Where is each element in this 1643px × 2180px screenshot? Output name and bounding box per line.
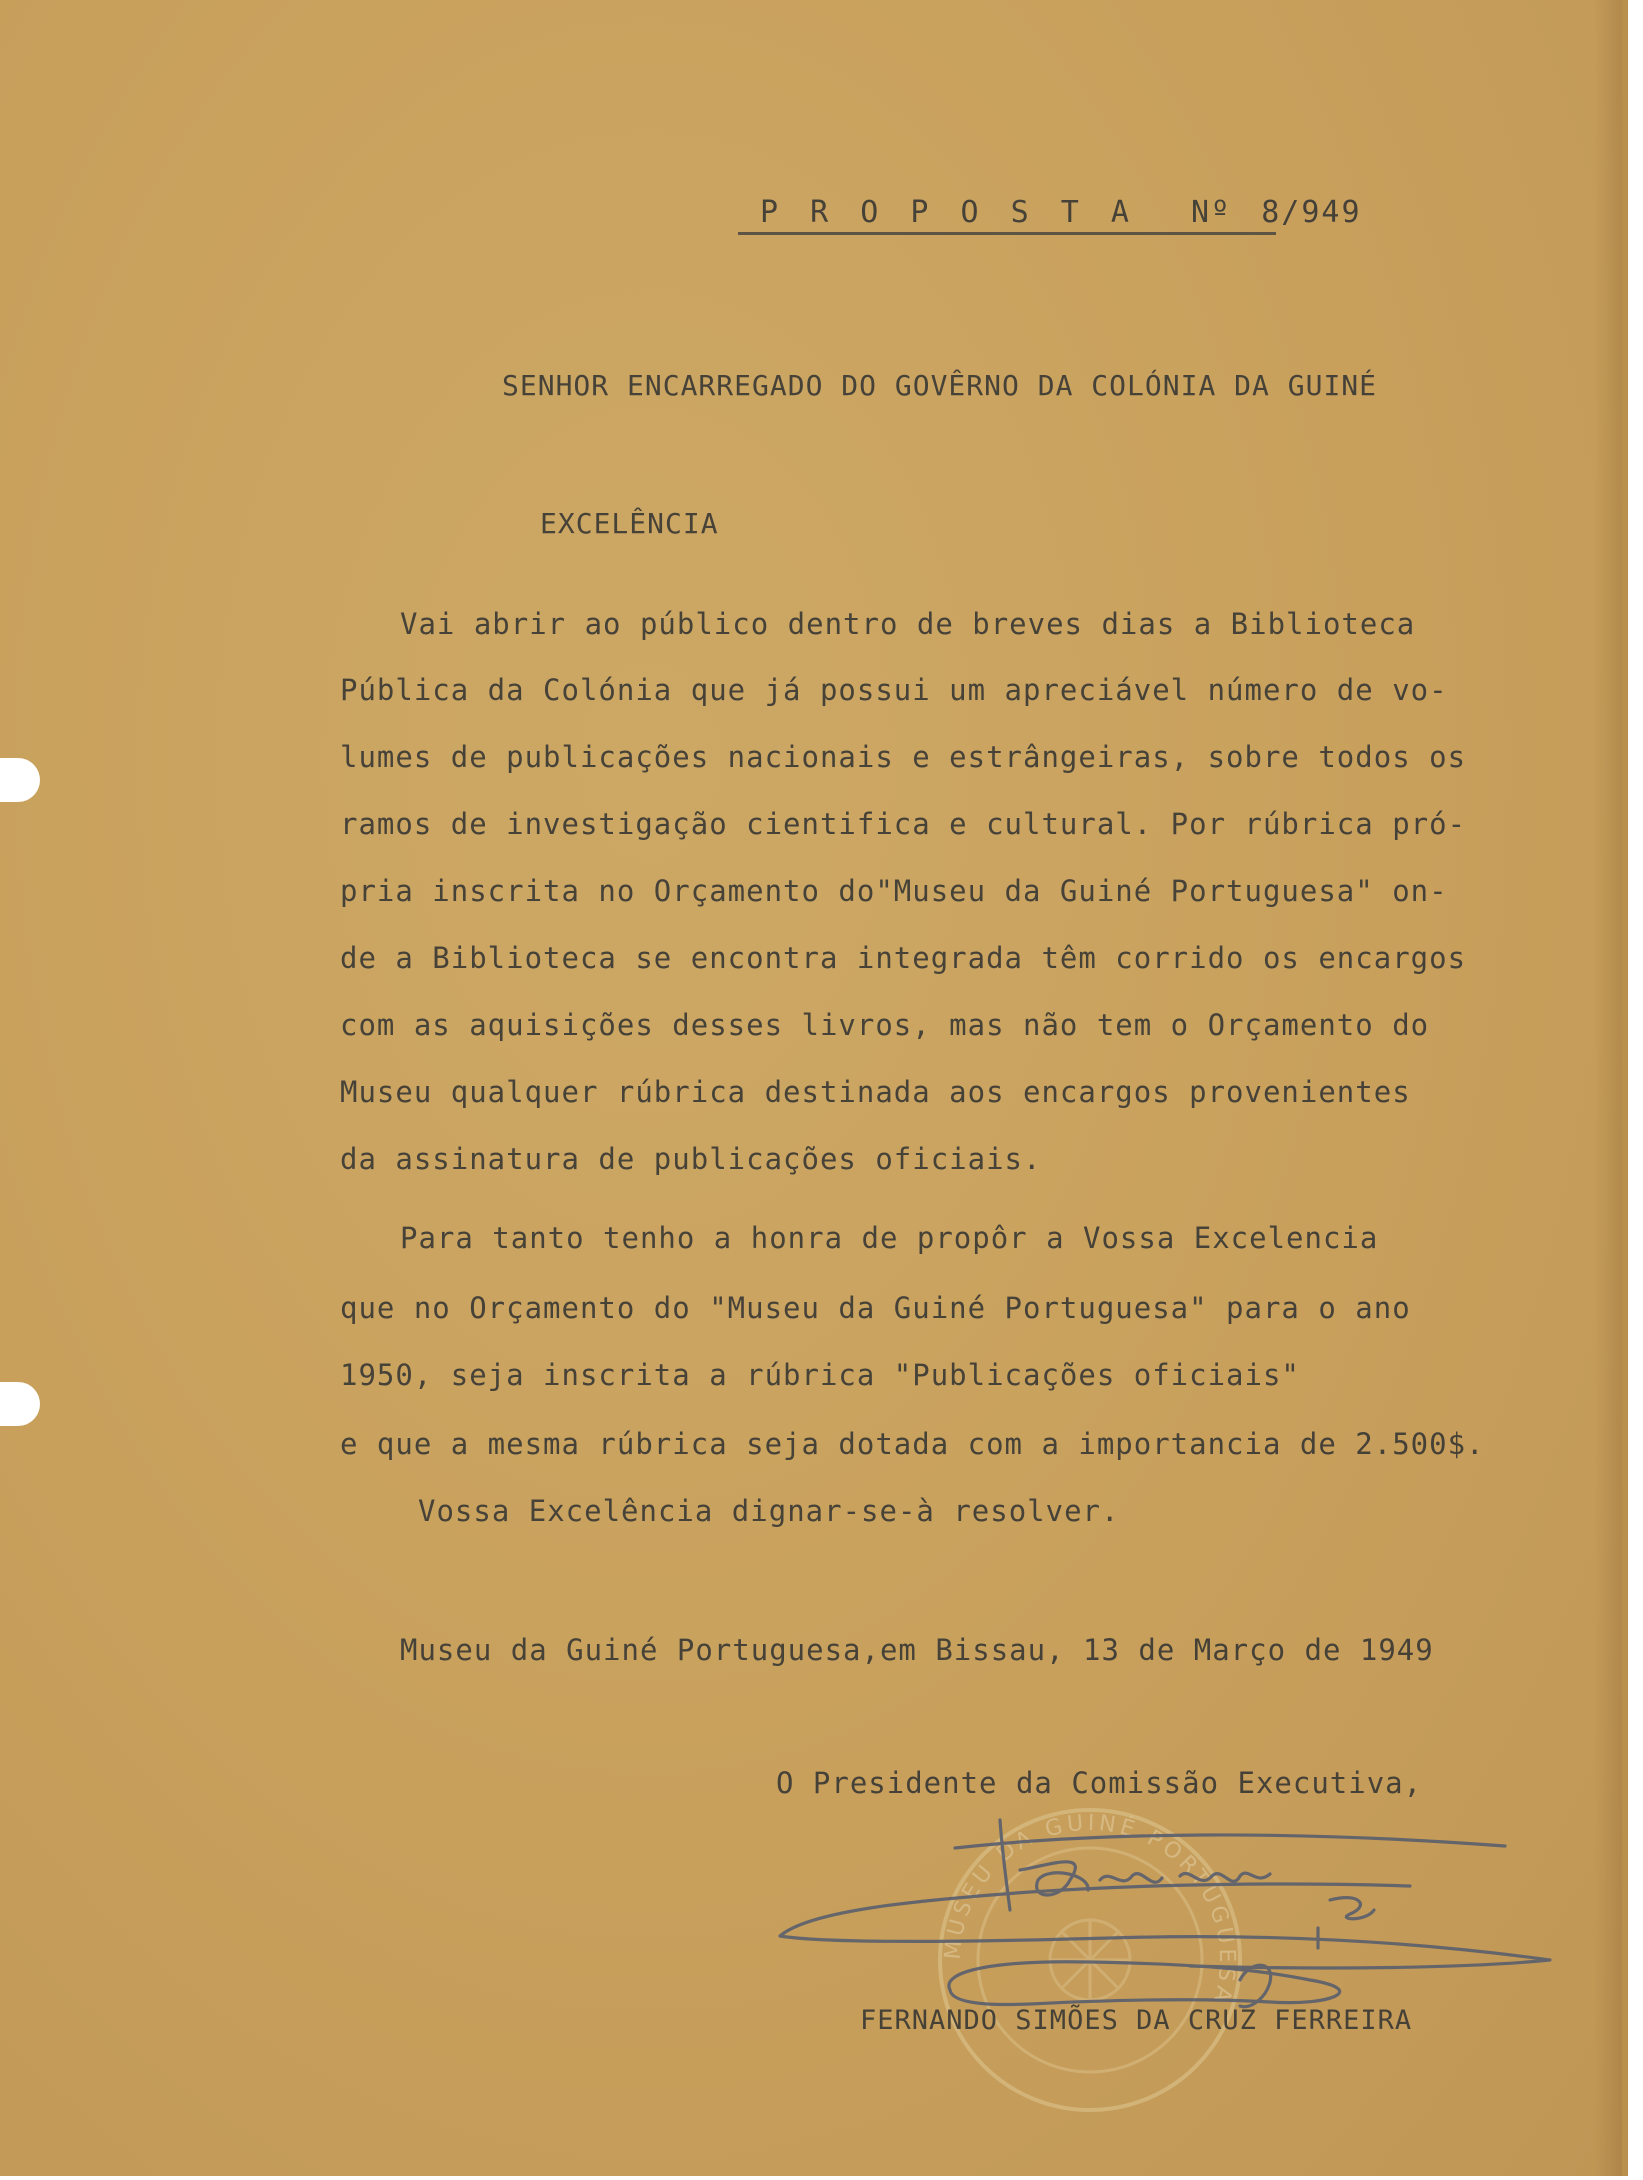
addressee-line: SENHOR ENCARREGADO DO GOVÊRNO DA COLÓNIA DA GUINÉ — [502, 369, 1378, 402]
paragraph-2-line-1: Para tanto tenho a honra de propôr a Vossa Excelencia — [400, 1221, 1379, 1255]
paragraph-1-line-7: com as aquisições desses livros, mas não tem o Orçamento do — [340, 1008, 1430, 1042]
handwritten-signature-icon — [770, 1810, 1570, 2010]
signatory-name: FERNANDO SIMÕES DA CRUZ FERREIRA — [860, 2005, 1413, 2036]
paragraph-1-line-6: de a Biblioteca se encontra integrada têm corrido os encargos — [340, 941, 1467, 975]
punch-hole-top — [0, 758, 40, 802]
paragraph-1-line-4: ramos de investigação cientifica e cultural. Por rúbrica pró- — [340, 807, 1467, 841]
paragraph-1-line-5: pria inscrita no Orçamento do"Museu da Guiné Portuguesa" on- — [340, 874, 1448, 908]
paragraph-2-line-2: que no Orçamento do "Museu da Guiné Portuguesa" para o ano — [340, 1291, 1411, 1325]
salutation: EXCELÊNCIA — [540, 507, 719, 540]
paragraph-1-line-2: Pública da Colónia que já possui um apreciável número de vo- — [340, 673, 1448, 707]
document-title: P R O P O S T A Nº 8/949 — [760, 195, 1362, 230]
paragraph-2-line-4: e que a mesma rúbrica seja dotada com a importancia de 2.500$. — [340, 1427, 1485, 1461]
signature-title: O Presidente da Comissão Executiva, — [776, 1766, 1423, 1800]
title-underline — [738, 232, 1276, 235]
paragraph-1-line-3: lumes de publicações nacionais e estrângeiras, sobre todos os — [340, 740, 1467, 774]
paragraph-2-line-3: 1950, seja inscrita a rúbrica "Publicações oficiais" — [340, 1358, 1300, 1392]
paragraph-1-line-8: Museu qualquer rúbrica destinada aos encargos provenientes — [340, 1075, 1411, 1109]
paragraph-1-line-9: da assinatura de publicações oficiais. — [340, 1142, 1042, 1176]
paragraph-1-line-1: Vai abrir ao público dentro de breves dias a Biblioteca — [400, 607, 1416, 641]
punch-hole-bottom — [0, 1382, 40, 1426]
stamp-text: MUSEU DA GUINÉ PORTUGUESA — [940, 1810, 1240, 2009]
place-date-line: Museu da Guiné Portuguesa,em Bissau, 13 de Março de 1949 — [400, 1633, 1434, 1667]
closing-line: Vossa Excelência dignar-se-à resolver. — [418, 1494, 1120, 1528]
